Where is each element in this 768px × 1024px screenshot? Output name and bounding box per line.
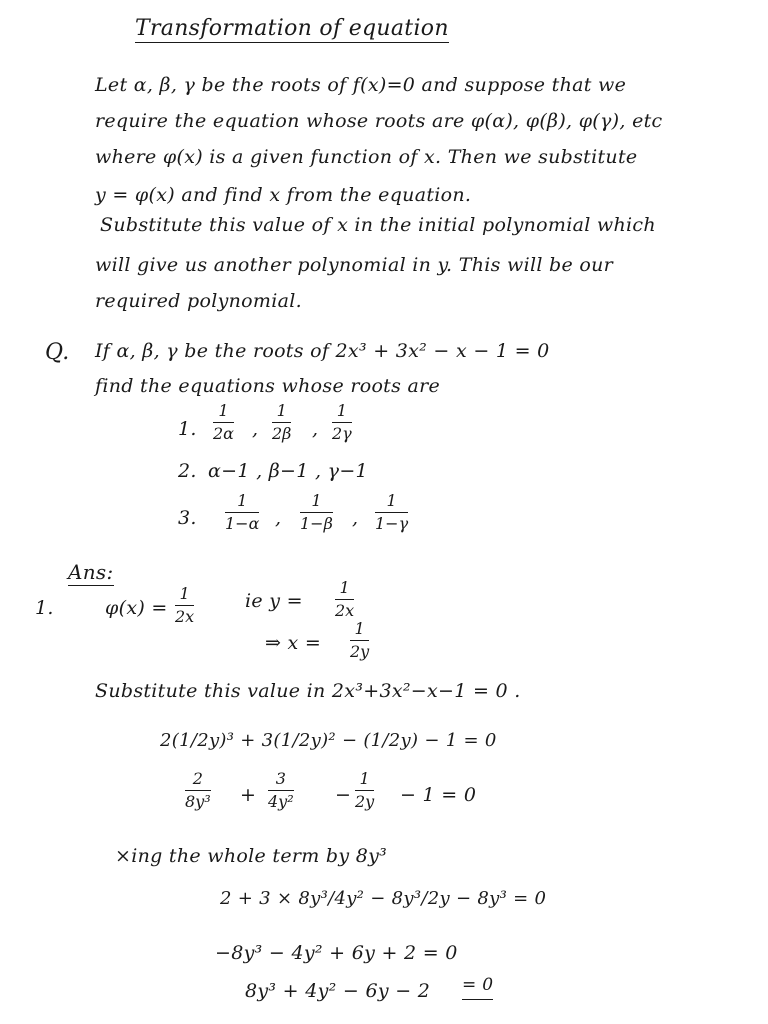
item-3-fraction-1: 1 1−α <box>225 491 260 534</box>
eq2-term-3: 1 2y <box>355 769 375 812</box>
question-label: Q. <box>45 340 70 365</box>
ie-text: ie y = <box>245 590 303 612</box>
equation-5-rhs: = 0 <box>462 975 493 1000</box>
item-1-fraction-1: 1 2α <box>213 401 234 444</box>
ie-fraction: 1 2x <box>335 578 355 621</box>
eq2-term-2: 3 4y² <box>268 769 294 812</box>
separator: , <box>312 418 319 440</box>
item-1-fraction-2: 1 2β <box>272 401 292 444</box>
intro-line-6: will give us another polynomial in y. This will be our <box>95 254 614 276</box>
separator: , <box>352 507 359 529</box>
equation-4: −8y³ − 4y² + 6y + 2 = 0 <box>215 942 458 964</box>
multiply-line: ×ing the whole term by 8y³ <box>115 845 388 867</box>
intro-line-5: Substitute this value of x in the initial polynomial which <box>100 214 656 236</box>
minus-sign: − <box>335 784 352 806</box>
intro-line-2: require the equation whose roots are φ(α), φ(β), φ(γ), etc <box>95 110 663 132</box>
page-title: Transformation of equation <box>135 16 449 41</box>
separator: , <box>275 507 282 529</box>
separator: , <box>252 418 259 440</box>
equation-1: 2(1/2y)³ + 3(1/2y)² − (1/2y) − 1 = 0 <box>160 730 497 751</box>
eq2-rest: − 1 = 0 <box>400 784 477 806</box>
implies-fraction: 1 2y <box>350 619 370 662</box>
item-3-fraction-3: 1 1−γ <box>375 491 409 534</box>
substitute-line: Substitute this value in 2x³+3x²−x−1 = 0 . <box>95 680 521 702</box>
question-line-2: find the equations whose roots are <box>95 375 441 397</box>
equation-3: 2 + 3 × 8y³/4y² − 8y³/2y − 8y³ = 0 <box>220 888 547 909</box>
plus-sign: + <box>240 784 257 806</box>
implies-text: ⇒ x = <box>265 632 322 654</box>
item-1-number: 1. <box>178 418 197 440</box>
intro-line-7: required polynomial. <box>95 290 302 312</box>
item-1-fraction-3: 1 2γ <box>332 401 352 444</box>
item-3-number: 3. <box>178 507 197 529</box>
equation-5: 8y³ + 4y² − 6y − 2 <box>245 980 431 1002</box>
item-3-fraction-2: 1 1−β <box>300 491 333 534</box>
intro-line-3: where φ(x) is a given function of x. Then we substitute <box>95 146 638 168</box>
item-2-number: 2. <box>178 460 197 482</box>
phi-lhs: φ(x) = <box>105 597 168 619</box>
answer-part-number: 1. <box>35 597 54 619</box>
intro-line-4: y = φ(x) and find x from the equation. <box>95 184 472 206</box>
intro-line-1: Let α, β, γ be the roots of f(x)=0 and suppose that we <box>95 74 627 96</box>
eq2-term-1: 2 8y³ <box>185 769 211 812</box>
answer-label: Ans: <box>68 560 114 584</box>
item-2-text: α−1 , β−1 , γ−1 <box>208 460 368 482</box>
question-line-1: If α, β, γ be the roots of 2x³ + 3x² − x − 1 = 0 <box>95 340 550 362</box>
phi-fraction: 1 2x <box>175 584 195 627</box>
